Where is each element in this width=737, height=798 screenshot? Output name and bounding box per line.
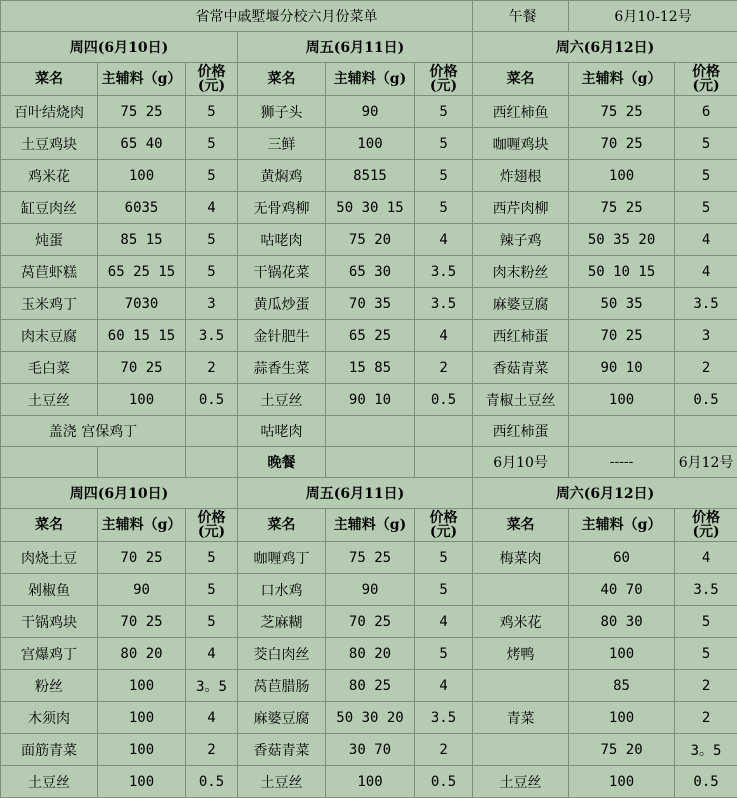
title-row xyxy=(1,1,737,32)
dinner-date-left[interactable]: 6月10号 xyxy=(473,447,569,478)
ingredient-grams-cell[interactable]: 75 25 xyxy=(569,96,675,128)
dish-name-cell[interactable]: 宫爆鸡丁 xyxy=(1,638,98,670)
price-cell[interactable]: 0.5 xyxy=(186,384,238,416)
ingredient-grams-cell[interactable]: 90 xyxy=(326,96,415,128)
price-cell[interactable]: 4 xyxy=(415,606,473,638)
ingredient-grams-cell[interactable]: 50 30 20 xyxy=(326,702,415,734)
price-cell[interactable]: 5 xyxy=(675,160,737,192)
ingredient-grams-cell[interactable]: 70 25 xyxy=(569,320,675,352)
day-header-cell[interactable]: 周六(6月12日) xyxy=(473,32,737,63)
ingredient-grams-cell[interactable]: 70 25 xyxy=(98,352,186,384)
dish-name-cell[interactable]: 青椒土豆丝 xyxy=(473,384,569,416)
ingredient-grams-cell[interactable]: 15 85 xyxy=(326,352,415,384)
header-ingredient-cell[interactable]: 主辅料（g) xyxy=(326,509,415,542)
menu-item-row xyxy=(1,288,737,320)
dish-name-cell[interactable] xyxy=(473,670,569,702)
price-cell[interactable]: 5 xyxy=(186,606,238,638)
menu-item-row xyxy=(1,670,737,702)
price-cell[interactable]: 0.5 xyxy=(415,384,473,416)
dish-name-cell[interactable]: 干锅花菜 xyxy=(238,256,326,288)
header-name-cell[interactable]: 菜名 xyxy=(473,509,569,542)
dish-name-cell[interactable]: 鸡米花 xyxy=(473,606,569,638)
price-label-line2: (元) xyxy=(415,525,472,539)
dish-name-cell[interactable]: 剁椒鱼 xyxy=(1,574,98,606)
menu-item-row xyxy=(1,96,737,128)
price-cell[interactable]: 4 xyxy=(186,192,238,224)
ingredient-grams-cell[interactable]: 80 30 xyxy=(569,606,675,638)
price-label-line2: (元) xyxy=(186,79,237,93)
price-cell[interactable]: 3.5 xyxy=(415,256,473,288)
price-label-line2: (元) xyxy=(675,525,737,539)
price-cell[interactable]: 0.5 xyxy=(675,766,737,798)
ingredient-grams-cell[interactable]: 100 xyxy=(98,670,186,702)
dish-name-cell[interactable]: 莴苣虾糕 xyxy=(1,256,98,288)
dish-name-cell[interactable]: 芝麻糊 xyxy=(238,606,326,638)
price-cell[interactable]: 5 xyxy=(186,574,238,606)
price-cell[interactable]: 5 xyxy=(675,638,737,670)
dish-name-cell[interactable]: 粉丝 xyxy=(1,670,98,702)
price-cell[interactable]: 5 xyxy=(415,574,473,606)
ingredient-grams-cell[interactable]: 80 20 xyxy=(326,638,415,670)
day-header-cell[interactable]: 周四(6月10日) xyxy=(1,478,238,509)
price-cell[interactable]: 5 xyxy=(186,160,238,192)
ingredient-grams-cell[interactable]: 70 25 xyxy=(98,606,186,638)
ingredient-grams-cell[interactable]: 90 10 xyxy=(569,352,675,384)
ingredient-grams-cell[interactable]: 40 70 xyxy=(569,574,675,606)
empty-cell[interactable] xyxy=(415,416,473,447)
gaijiao-sat[interactable]: 西红柿蛋 xyxy=(473,416,569,447)
header-ingredient-cell[interactable]: 主辅料（g) xyxy=(326,63,415,96)
column-header-row xyxy=(1,63,737,96)
ingredient-grams-cell[interactable]: 90 xyxy=(98,574,186,606)
sheet-body xyxy=(1,1,737,798)
price-cell[interactable]: 4 xyxy=(415,320,473,352)
day-header-cell[interactable]: 周五(6月11日) xyxy=(238,32,473,63)
header-name-cell[interactable]: 菜名 xyxy=(1,509,98,542)
price-cell[interactable]: 2 xyxy=(415,352,473,384)
dish-name-cell[interactable]: 西红柿鱼 xyxy=(473,96,569,128)
price-cell[interactable]: 0.5 xyxy=(675,384,737,416)
dinner-dash[interactable]: ----- xyxy=(569,447,675,478)
price-cell[interactable]: 5 xyxy=(186,256,238,288)
ingredient-grams-cell[interactable]: 100 xyxy=(98,702,186,734)
empty-cell[interactable] xyxy=(1,447,98,478)
ingredient-grams-cell[interactable]: 100 xyxy=(569,384,675,416)
ingredient-grams-cell[interactable]: 60 15 15 xyxy=(98,320,186,352)
empty-cell[interactable] xyxy=(326,447,415,478)
price-cell[interactable]: 5 xyxy=(675,606,737,638)
header-ingredient-cell[interactable]: 主辅料（g） xyxy=(569,63,675,96)
header-ingredient-cell[interactable]: 主辅料（g） xyxy=(98,509,186,542)
dish-name-cell[interactable]: 黄焖鸡 xyxy=(238,160,326,192)
meal-label-lunch[interactable]: 午餐 xyxy=(473,1,569,32)
empty-cell[interactable] xyxy=(415,447,473,478)
header-price-cell[interactable] xyxy=(186,509,238,542)
dish-name-cell[interactable]: 炖蛋 xyxy=(1,224,98,256)
day-header-cell[interactable]: 周四(6月10日) xyxy=(1,32,238,63)
dinner-date-right[interactable]: 6月12号 xyxy=(675,447,737,478)
ingredient-grams-cell[interactable]: 100 xyxy=(569,638,675,670)
ingredient-grams-cell[interactable]: 80 20 xyxy=(98,638,186,670)
ingredient-grams-cell[interactable]: 8515 xyxy=(326,160,415,192)
menu-item-row xyxy=(1,766,737,798)
price-cell[interactable]: 4 xyxy=(675,542,737,574)
menu-item-row xyxy=(1,192,737,224)
dish-name-cell[interactable]: 茭白肉丝 xyxy=(238,638,326,670)
gaijiao-row xyxy=(1,416,737,447)
dish-name-cell[interactable]: 蒜香生菜 xyxy=(238,352,326,384)
price-cell[interactable]: 5 xyxy=(415,160,473,192)
ingredient-grams-cell[interactable]: 100 xyxy=(98,734,186,766)
price-cell[interactable]: 4 xyxy=(675,224,737,256)
price-cell[interactable]: 2 xyxy=(675,702,737,734)
ingredient-grams-cell[interactable]: 65 40 xyxy=(98,128,186,160)
price-cell[interactable]: 2 xyxy=(675,670,737,702)
price-label-line1: 价格 xyxy=(186,65,237,79)
price-cell[interactable]: 2 xyxy=(186,352,238,384)
ingredient-grams-cell[interactable]: 70 25 xyxy=(326,606,415,638)
price-cell[interactable]: 3。5 xyxy=(186,670,238,702)
empty-cell[interactable] xyxy=(186,416,238,447)
dish-name-cell[interactable]: 百叶结烧肉 xyxy=(1,96,98,128)
ingredient-grams-cell[interactable]: 100 xyxy=(569,160,675,192)
dish-name-cell[interactable]: 鸡米花 xyxy=(1,160,98,192)
day-header-row xyxy=(1,478,737,509)
price-cell[interactable]: 3.5 xyxy=(675,574,737,606)
dish-name-cell[interactable]: 咖喱鸡丁 xyxy=(238,542,326,574)
price-cell[interactable]: 5 xyxy=(675,128,737,160)
ingredient-grams-cell[interactable]: 90 xyxy=(326,574,415,606)
price-cell[interactable]: 5 xyxy=(415,638,473,670)
day-header-cell[interactable]: 周五(6月11日) xyxy=(238,478,473,509)
ingredient-grams-cell[interactable]: 100 xyxy=(326,766,415,798)
dish-name-cell[interactable]: 土豆丝 xyxy=(473,766,569,798)
price-cell[interactable]: 3。5 xyxy=(675,734,737,766)
price-cell[interactable]: 3.5 xyxy=(415,288,473,320)
dish-name-cell[interactable]: 咖喱鸡块 xyxy=(473,128,569,160)
dish-name-cell[interactable]: 土豆丝 xyxy=(1,766,98,798)
price-cell[interactable]: 5 xyxy=(186,128,238,160)
menu-item-row xyxy=(1,542,737,574)
dish-name-cell[interactable]: 土豆丝 xyxy=(238,766,326,798)
menu-item-row xyxy=(1,128,737,160)
ingredient-grams-cell[interactable]: 100 xyxy=(569,702,675,734)
price-cell[interactable]: 4 xyxy=(186,702,238,734)
ingredient-grams-cell[interactable]: 100 xyxy=(98,160,186,192)
empty-cell[interactable] xyxy=(675,416,737,447)
ingredient-grams-cell[interactable]: 60 xyxy=(569,542,675,574)
ingredient-grams-cell[interactable]: 90 10 xyxy=(326,384,415,416)
empty-cell[interactable] xyxy=(569,416,675,447)
price-cell[interactable]: 3.5 xyxy=(675,288,737,320)
menu-item-row xyxy=(1,606,737,638)
ingredient-grams-cell[interactable]: 100 xyxy=(569,766,675,798)
dinner-label-row xyxy=(1,447,737,478)
menu-item-row xyxy=(1,638,737,670)
date-range[interactable]: 6月10-12号 xyxy=(569,1,737,32)
price-cell[interactable]: 2 xyxy=(675,352,737,384)
day-header-cell[interactable]: 周六(6月12日) xyxy=(473,478,737,509)
ingredient-grams-cell[interactable]: 75 20 xyxy=(326,224,415,256)
price-label-line2: (元) xyxy=(675,79,737,93)
header-name-cell[interactable]: 菜名 xyxy=(1,63,98,96)
dish-name-cell[interactable]: 麻婆豆腐 xyxy=(238,702,326,734)
menu-item-row xyxy=(1,352,737,384)
header-price-cell[interactable] xyxy=(415,509,473,542)
header-name-cell[interactable]: 菜名 xyxy=(473,63,569,96)
gaijiao-fri[interactable]: 咕咾肉 xyxy=(238,416,326,447)
price-cell[interactable]: 5 xyxy=(415,96,473,128)
ingredient-grams-cell[interactable]: 50 10 15 xyxy=(569,256,675,288)
dish-name-cell[interactable]: 西红柿蛋 xyxy=(473,320,569,352)
dish-name-cell[interactable]: 炸翅根 xyxy=(473,160,569,192)
price-label-line1: 价格 xyxy=(186,511,237,525)
menu-item-row xyxy=(1,320,737,352)
day-header-row xyxy=(1,32,737,63)
dish-name-cell[interactable]: 香菇青菜 xyxy=(473,352,569,384)
ingredient-grams-cell[interactable]: 70 35 xyxy=(326,288,415,320)
sheet-title[interactable]: 省常中戚墅堰分校六月份菜单 xyxy=(1,1,473,32)
price-cell[interactable]: 3 xyxy=(675,320,737,352)
ingredient-grams-cell[interactable]: 50 35 20 xyxy=(569,224,675,256)
dish-name-cell[interactable]: 西芹肉柳 xyxy=(473,192,569,224)
menu-item-row xyxy=(1,702,737,734)
dish-name-cell[interactable]: 狮子头 xyxy=(238,96,326,128)
dish-name-cell[interactable]: 烤鸭 xyxy=(473,638,569,670)
dish-name-cell[interactable]: 黄瓜炒蛋 xyxy=(238,288,326,320)
dish-name-cell[interactable]: 玉米鸡丁 xyxy=(1,288,98,320)
menu-item-row xyxy=(1,574,737,606)
price-cell[interactable]: 4 xyxy=(415,670,473,702)
ingredient-grams-cell[interactable]: 85 xyxy=(569,670,675,702)
menu-item-row xyxy=(1,160,737,192)
price-cell[interactable]: 4 xyxy=(675,256,737,288)
dish-name-cell[interactable]: 肉末豆腐 xyxy=(1,320,98,352)
dish-name-cell[interactable]: 肉烧土豆 xyxy=(1,542,98,574)
menu-item-row xyxy=(1,734,737,766)
ingredient-grams-cell[interactable]: 7030 xyxy=(98,288,186,320)
menu-item-row xyxy=(1,384,737,416)
price-label-line1: 价格 xyxy=(675,65,737,79)
dish-name-cell[interactable]: 莴苣腊肠 xyxy=(238,670,326,702)
ingredient-grams-cell[interactable]: 50 35 xyxy=(569,288,675,320)
price-cell[interactable]: 5 xyxy=(186,224,238,256)
price-cell[interactable]: 5 xyxy=(675,192,737,224)
dish-name-cell[interactable]: 咕咾肉 xyxy=(238,224,326,256)
dish-name-cell[interactable]: 口水鸡 xyxy=(238,574,326,606)
ingredient-grams-cell[interactable]: 65 25 xyxy=(326,320,415,352)
price-cell[interactable]: 2 xyxy=(186,734,238,766)
dish-name-cell[interactable]: 面筋青菜 xyxy=(1,734,98,766)
price-cell[interactable]: 4 xyxy=(186,638,238,670)
ingredient-grams-cell[interactable]: 65 30 xyxy=(326,256,415,288)
ingredient-grams-cell[interactable]: 75 25 xyxy=(326,542,415,574)
ingredient-grams-cell[interactable]: 30 70 xyxy=(326,734,415,766)
dish-name-cell[interactable]: 土豆丝 xyxy=(238,384,326,416)
header-price-cell[interactable] xyxy=(675,63,737,96)
price-cell[interactable]: 5 xyxy=(186,96,238,128)
dish-name-cell[interactable]: 干锅鸡块 xyxy=(1,606,98,638)
price-cell[interactable]: 0.5 xyxy=(415,766,473,798)
ingredient-grams-cell[interactable]: 75 25 xyxy=(98,96,186,128)
price-cell[interactable]: 5 xyxy=(415,128,473,160)
header-name-cell[interactable]: 菜名 xyxy=(238,63,326,96)
ingredient-grams-cell[interactable]: 85 15 xyxy=(98,224,186,256)
price-cell[interactable]: 0.5 xyxy=(186,766,238,798)
dish-name-cell[interactable]: 无骨鸡柳 xyxy=(238,192,326,224)
dish-name-cell[interactable]: 辣子鸡 xyxy=(473,224,569,256)
ingredient-grams-cell[interactable]: 100 xyxy=(326,128,415,160)
ingredient-grams-cell[interactable]: 80 25 xyxy=(326,670,415,702)
price-label-line2: (元) xyxy=(186,525,237,539)
dish-name-cell[interactable]: 缸豆肉丝 xyxy=(1,192,98,224)
menu-item-row xyxy=(1,256,737,288)
empty-cell[interactable] xyxy=(186,447,238,478)
dish-name-cell[interactable]: 麻婆豆腐 xyxy=(473,288,569,320)
header-ingredient-cell[interactable]: 主辅料（g） xyxy=(98,63,186,96)
dish-name-cell[interactable]: 土豆鸡块 xyxy=(1,128,98,160)
price-label-line2: (元) xyxy=(415,79,472,93)
dish-name-cell[interactable]: 肉末粉丝 xyxy=(473,256,569,288)
price-label-line1: 价格 xyxy=(415,65,472,79)
ingredient-grams-cell[interactable]: 75 25 xyxy=(569,192,675,224)
ingredient-grams-cell[interactable]: 6035 xyxy=(98,192,186,224)
ingredient-grams-cell[interactable]: 70 25 xyxy=(98,542,186,574)
price-label-line1: 价格 xyxy=(675,511,737,525)
dish-name-cell[interactable]: 梅菜肉 xyxy=(473,542,569,574)
ingredient-grams-cell[interactable]: 65 25 15 xyxy=(98,256,186,288)
price-cell[interactable]: 3.5 xyxy=(186,320,238,352)
price-label-line1: 价格 xyxy=(415,511,472,525)
header-name-cell[interactable]: 菜名 xyxy=(238,509,326,542)
dish-name-cell[interactable]: 青菜 xyxy=(473,702,569,734)
price-cell[interactable]: 2 xyxy=(415,734,473,766)
meal-label-dinner[interactable]: 晚餐 xyxy=(238,447,326,478)
empty-cell[interactable] xyxy=(326,416,415,447)
dish-name-cell[interactable]: 三鲜 xyxy=(238,128,326,160)
dish-name-cell[interactable]: 毛白菜 xyxy=(1,352,98,384)
column-header-row xyxy=(1,509,737,542)
dish-name-cell[interactable] xyxy=(473,574,569,606)
price-cell[interactable]: 5 xyxy=(415,542,473,574)
dish-name-cell[interactable]: 香菇青菜 xyxy=(238,734,326,766)
price-cell[interactable]: 4 xyxy=(415,224,473,256)
dish-name-cell[interactable]: 土豆丝 xyxy=(1,384,98,416)
header-price-cell[interactable] xyxy=(186,63,238,96)
ingredient-grams-cell[interactable]: 75 20 xyxy=(569,734,675,766)
dish-name-cell[interactable]: 木须肉 xyxy=(1,702,98,734)
empty-cell[interactable] xyxy=(98,447,186,478)
ingredient-grams-cell[interactable]: 100 xyxy=(98,766,186,798)
ingredient-grams-cell[interactable]: 50 30 15 xyxy=(326,192,415,224)
ingredient-grams-cell[interactable]: 70 25 xyxy=(569,128,675,160)
header-price-cell[interactable] xyxy=(675,509,737,542)
price-cell[interactable]: 5 xyxy=(415,192,473,224)
price-cell[interactable]: 6 xyxy=(675,96,737,128)
header-ingredient-cell[interactable]: 主辅料（g） xyxy=(569,509,675,542)
price-cell[interactable]: 5 xyxy=(186,542,238,574)
dish-name-cell[interactable] xyxy=(473,734,569,766)
ingredient-grams-cell[interactable]: 100 xyxy=(98,384,186,416)
price-cell[interactable]: 3.5 xyxy=(415,702,473,734)
price-cell[interactable]: 3 xyxy=(186,288,238,320)
gaijiao-thu[interactable]: 盖浇 宫保鸡丁 xyxy=(1,416,186,447)
menu-item-row xyxy=(1,224,737,256)
dish-name-cell[interactable]: 金针肥牛 xyxy=(238,320,326,352)
header-price-cell[interactable] xyxy=(415,63,473,96)
